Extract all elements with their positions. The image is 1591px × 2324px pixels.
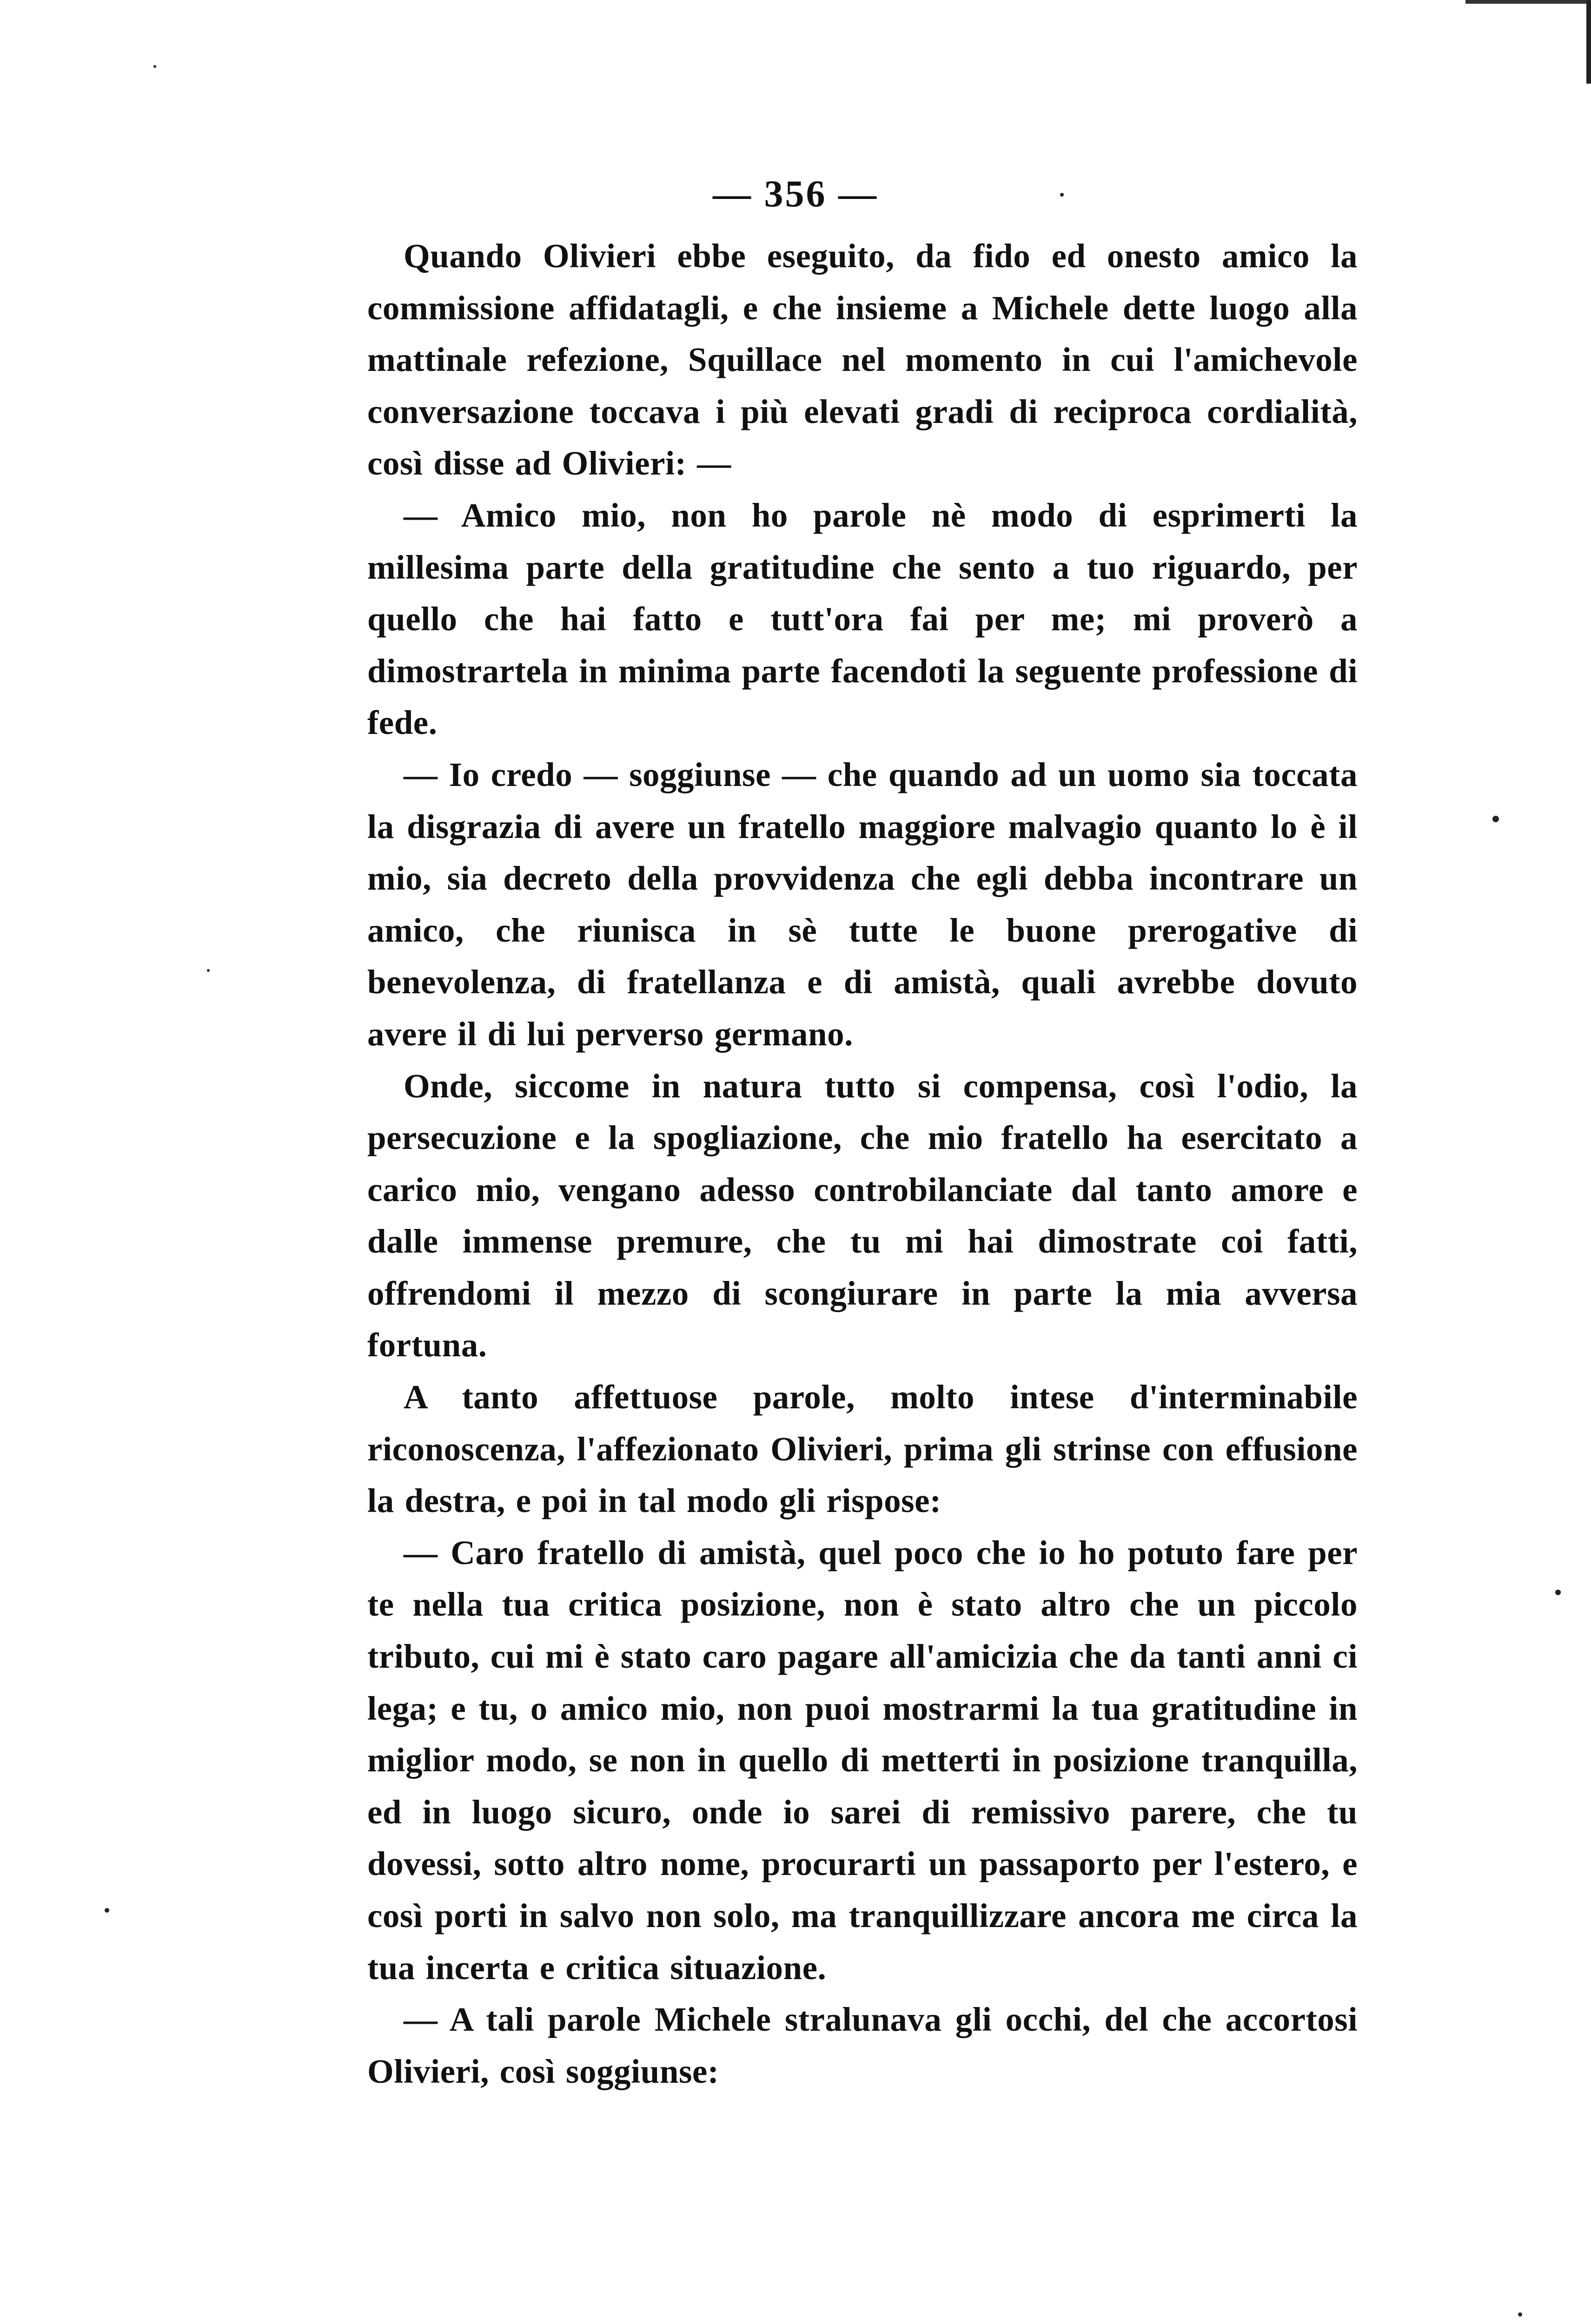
body-text: [367, 230, 1358, 2097]
paragraph: — Caro fratello di amistà, quel poco che io ho potuto fare per te nella tua critica posizione, non è stato altro che un piccolo tributo, cui mi è stato caro pagare all'amicizia che da tanti anni ci lega; e tu, o amico mio, non puoi mostrarmi la tua gratitudine in miglior modo, se non in quello di metterti in posizione tranquilla, ed in luogo sicuro, onde io sarei di remissivo parere, che tu dovessi, sotto altro nome, procurarti un passaporto per l'estero, e così porti in salvo non solo, ma tranquillizzare ancora me circa la tua incerta e critica situazione.: [367, 1533, 1358, 1987]
scan-speck: [207, 969, 210, 972]
scan-edge-mark: [1586, 0, 1591, 84]
paragraph: A tanto affettuose parole, molto intese d'interminabile riconoscenza, l'affezionato Olivieri, prima gli strinse con effusione la destra, e poi in tal modo gli rispose:: [367, 1378, 1358, 1520]
scan-edge-mark: [1465, 0, 1586, 4]
page-number: — 356 —: [713, 172, 878, 215]
paragraph: Onde, siccome in natura tutto si compensa, così l'odio, la persecuzione e la spogliazione, che mio fratello ha esercitato a carico mio, vengano adesso controbilanciate dal tanto amore e dalle immense premure, che tu mi hai dimostrate coi fatti, offrendomi il mezzo di scongiurare in parte la mia avversa fortuna.: [367, 1067, 1358, 1364]
scan-speck: [1555, 1590, 1561, 1595]
paragraph: Quando Olivieri ebbe eseguito, da fido ed onesto amico la commissione affidatagli, e che insieme a Michele dette luogo alla mattinale refezione, Squillace nel momento in cui l'amichevole conversazione toccava i più elevati gradi di reciproca cordialità, così disse ad Olivieri: —: [367, 237, 1358, 482]
scan-speck: [1492, 816, 1499, 822]
scan-speck: [105, 1908, 109, 1913]
scan-speck: [1060, 193, 1064, 197]
paragraph: — Io credo — soggiunse — che quando ad un uomo sia toccata la disgrazia di avere un fratello maggiore malvagio quanto lo è il mio, sia decreto della provvidenza che egli debba incontrare un amico, che riunisca in sè tutte le buone prerogative di benevolenza, di fratellanza e di amistà, quali avrebbe dovuto avere il di lui perverso germano.: [367, 755, 1358, 1053]
paragraph: — A tali parole Michele stralunava gli occhi, del che accortosi Olivieri, così soggiunse:: [367, 2000, 1358, 2090]
paragraph: — Amico mio, non ho parole nè modo di esprimerti la millesima parte della gratitudine che sento a tuo riguardo, per quello che hai fatto e tutt'ora fai per me; mi proverò a dimostrartela in minima parte facendoti la seguente professione di fede.: [367, 496, 1358, 742]
scan-speck: [1518, 2312, 1522, 2317]
scan-speck: [153, 65, 156, 68]
